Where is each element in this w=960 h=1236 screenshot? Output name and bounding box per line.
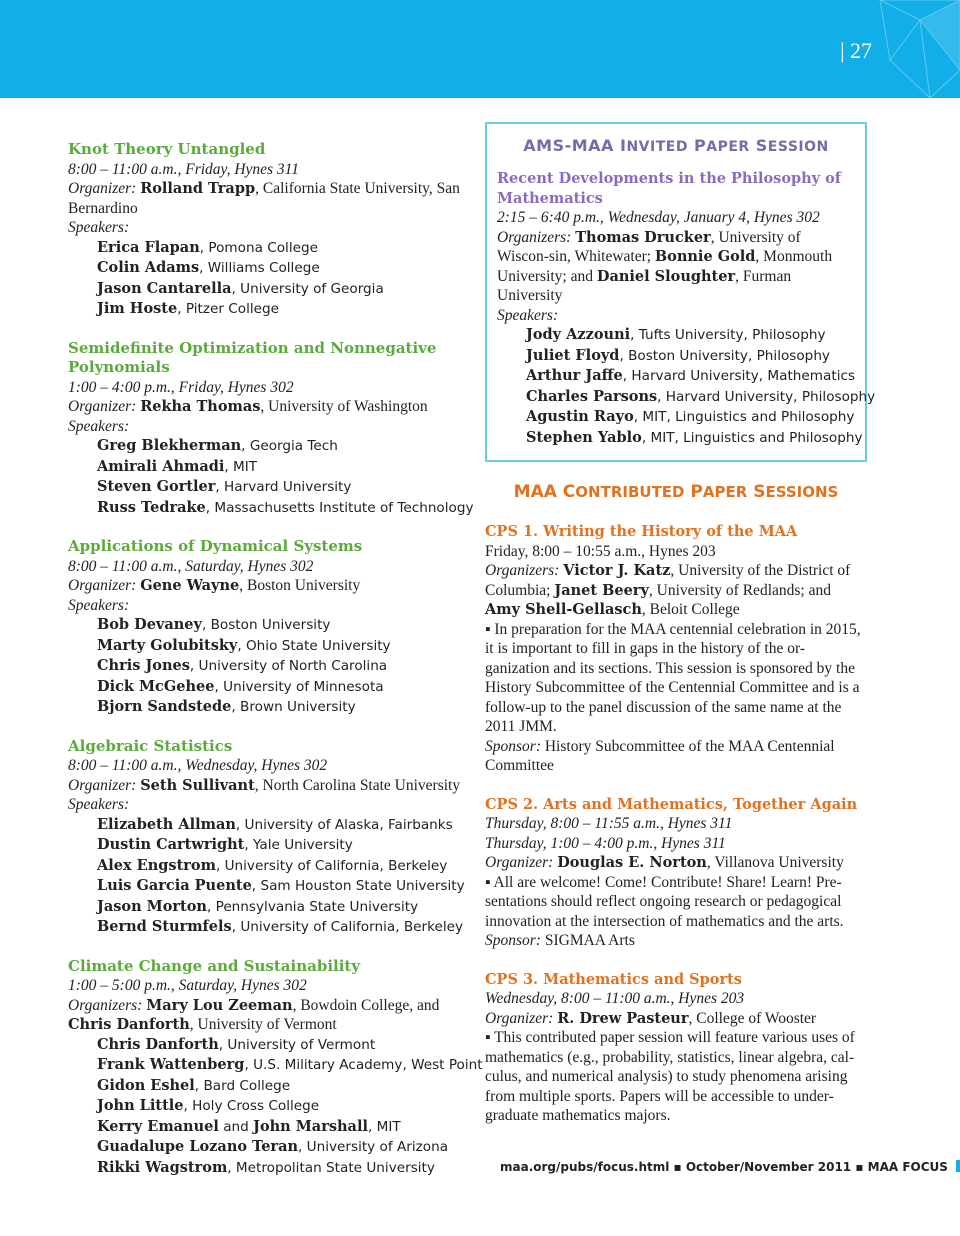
speaker-item: Jody Azzouni, Tufts University, Philosophy — [526, 326, 826, 343]
organizer-line: Organizer: Douglas E. Norton, Villanova University — [485, 854, 844, 871]
speaker-item: Bernd Sturmfels, University of California, Berkeley — [97, 918, 464, 935]
session-cps2 — [485, 795, 867, 951]
session-title: Climate Change and Sustainability — [68, 956, 361, 975]
session-title: Recent Developments in the Philosophy of Mathematics — [497, 170, 842, 207]
speakers-label: Speakers: — [68, 417, 130, 435]
speaker-item: Gidon Eshel, Bard College — [97, 1076, 291, 1094]
session-title: CPS 3. Mathematics and Sports — [485, 970, 742, 988]
invited-session-heading: AMS-MAA INVITED PAPER SESSION — [523, 136, 829, 155]
speaker-item: Bjorn Sandstede, Brown University — [97, 698, 356, 715]
session-time: Thursday, 8:00 – 11:55 a.m., Hynes 311 — [485, 815, 733, 832]
page-footer — [500, 1160, 948, 1174]
right-column — [485, 122, 876, 1145]
speaker-item: Juliet Floyd, Boston University, Philosophy — [526, 346, 830, 364]
organizer-line: Organizers: Victor J. Katz, University of the District of Columbia; Janet Beery, University of Redlands; and Amy Shell-Gellasch, Beloit College — [485, 562, 851, 618]
session-time: Friday, 8:00 – 10:55 a.m., Hynes 203 — [485, 542, 716, 560]
speaker-item: Kerry Emanuel and John Marshall, MIT — [97, 1117, 401, 1135]
speaker-item: Colin Adams, Williams College — [97, 259, 320, 276]
session-cps1 — [485, 522, 867, 776]
speaker-item: Elizabeth Allman, University of Alaska, Fairbanks — [97, 815, 453, 833]
sponsor-line: Sponsor: History Subcommittee of the MAA Centennial Committee — [485, 737, 835, 774]
organizer-line: Organizers: Mary Lou Zeeman, Bowdoin College, and Chris Danforth, University of Vermont — [68, 996, 440, 1033]
speaker-item: Greg Blekherman, Georgia Tech — [97, 437, 338, 454]
invited-session-box — [485, 122, 876, 462]
speakers-label: Speakers: — [68, 596, 130, 614]
session-knot-theory — [68, 140, 464, 320]
speaker-item: Stephen Yablo, MIT, Linguistics and Philosophy — [526, 428, 863, 446]
organizer-line: Organizers: Thomas Drucker, University of Wiscon-sin, Whitewater; Bonnie Gold, Monmouth University; and Daniel Sloughter, Furman University — [497, 228, 833, 304]
speaker-item: Luis Garcia Puente, Sam Houston State University — [97, 877, 465, 894]
organizer-line: Organizer: Gene Wayne, Boston University — [68, 577, 361, 594]
session-title: CPS 1. Writing the History of the MAA — [485, 523, 798, 540]
organizer-line: Organizer: Rekha Thomas, University of Washington — [68, 398, 428, 415]
session-time: 1:00 – 5:00 p.m., Saturday, Hynes 302 — [68, 977, 307, 994]
session-description: ▪ All are welcome! Come! Contribute! Share! Learn! Pre-sentations should reflect ongoing research or pedagogical innovation at the intersection of mathematics and the arts. — [485, 873, 844, 930]
contributed-sessions-heading: MAA CONTRIBUTED PAPER SESSIONS — [513, 482, 839, 502]
session-algebraic-statistics — [68, 737, 464, 938]
speaker-item: Jim Hoste, Pitzer College — [97, 300, 279, 317]
session-time: 8:00 – 11:00 a.m., Saturday, Hynes 302 — [68, 557, 314, 575]
session-description: ▪ In preparation for the MAA centennial celebration in 2015, it is important to fill in gaps in the history of the or-ganization and its sections. This session is sponsored by the History Subcommittee of the Centennial Committee and is a follow-up to the panel discussion of the same name at the 2011 JMM. — [485, 620, 861, 735]
speaker-item: Jason Cantarella, University of Georgia — [97, 279, 384, 297]
speaker-item: Dick McGehee, University of Minnesota — [97, 677, 384, 695]
speaker-item: Russ Tedrake, Massachusetts Institute of Technology — [97, 498, 474, 516]
speaker-item: Charles Parsons, Harvard University, Philosophy — [526, 387, 876, 405]
organizer-line: Organizer: Seth Sullivant, North Carolina State University — [68, 776, 461, 794]
speakers-label: Speakers: — [497, 306, 559, 324]
speaker-item: Bob Devaney, Boston University — [97, 616, 331, 633]
speaker-item: Alex Engstrom, University of California, Berkeley — [97, 856, 448, 874]
speakers-label: Speakers: — [68, 796, 130, 813]
speakers-label: Speakers: — [68, 219, 130, 236]
speaker-item: Marty Golubitsky, Ohio State University — [97, 636, 391, 654]
blue-square-icon — [956, 1160, 960, 1172]
session-cps3 — [485, 970, 867, 1126]
speaker-item: Chris Danforth, University of Vermont — [97, 1035, 376, 1053]
session-title: Semidefinite Optimization and Nonnegative Polynomials — [68, 338, 437, 376]
left-column — [68, 140, 483, 1197]
speaker-item: Rikki Wagstrom, Metropolitan State University — [97, 1158, 435, 1176]
speaker-item: Chris Jones, University of North Carolina — [97, 657, 388, 674]
organizer-line: Organizer: Rolland Trapp, California State University, San Bernardino — [68, 180, 460, 217]
speaker-item: Arthur Jaffe, Harvard University, Mathematics — [526, 367, 856, 384]
speaker-item: Frank Wattenberg, U.S. Military Academy, West Point — [97, 1056, 483, 1073]
speaker-item: Erica Flapan, Pomona College — [97, 238, 318, 256]
page-header-band — [0, 0, 960, 98]
session-time: 1:00 – 4:00 p.m., Friday, Hynes 302 — [68, 378, 294, 396]
session-time: Thursday, 1:00 – 4:00 p.m., Hynes 311 — [485, 834, 726, 852]
speaker-item: Steven Gortler, Harvard University — [97, 478, 352, 495]
session-semidefinite — [68, 338, 474, 519]
session-climate-change — [68, 956, 483, 1179]
session-title: CPS 2. Arts and Mathematics, Together Again — [485, 795, 858, 813]
speaker-item: Guadalupe Lozano Teran, University of Arizona — [97, 1138, 449, 1155]
session-time: Wednesday, 8:00 – 11:00 a.m., Hynes 203 — [485, 990, 745, 1007]
speaker-item: Dustin Cartwright, Yale University — [97, 836, 353, 853]
organizer-line: Organizer: R. Drew Pasteur, College of Wooster — [485, 1009, 817, 1027]
session-description: ▪ This contributed paper session will feature various uses of mathematics (e.g., probability, statistics, linear algebra, cal-culus, and numerical analysis) to study phenomena arising from multiple sports. Papers will be accessible to under-graduate mathematics majors. — [485, 1029, 855, 1124]
speaker-item: Amirali Ahmadi, MIT — [97, 457, 258, 475]
session-title: Algebraic Statistics — [68, 736, 233, 755]
session-time: 2:15 – 6:40 p.m., Wednesday, January 4, Hynes 302 — [497, 209, 820, 226]
session-dynamical-systems — [68, 537, 464, 718]
page-number: | 27 — [840, 38, 872, 63]
session-title: Knot Theory Untangled — [68, 140, 266, 158]
session-title: Applications of Dynamical Systems — [68, 537, 363, 555]
footer-text: maa.org/pubs/focus.html ▪ October/November 2011 ▪ MAA FOCUS — [500, 1160, 948, 1174]
sponsor-line: Sponsor: SIGMAA Arts — [485, 932, 635, 949]
speaker-item: Jason Morton, Pennsylvania State University — [97, 897, 419, 915]
speaker-item: Agustin Rayo, MIT, Linguistics and Philosophy — [526, 408, 855, 425]
session-time: 8:00 – 11:00 a.m., Wednesday, Hynes 302 — [68, 757, 328, 774]
speaker-item: John Little, Holy Cross College — [97, 1097, 320, 1114]
session-time: 8:00 – 11:00 a.m., Friday, Hynes 311 — [68, 160, 300, 178]
